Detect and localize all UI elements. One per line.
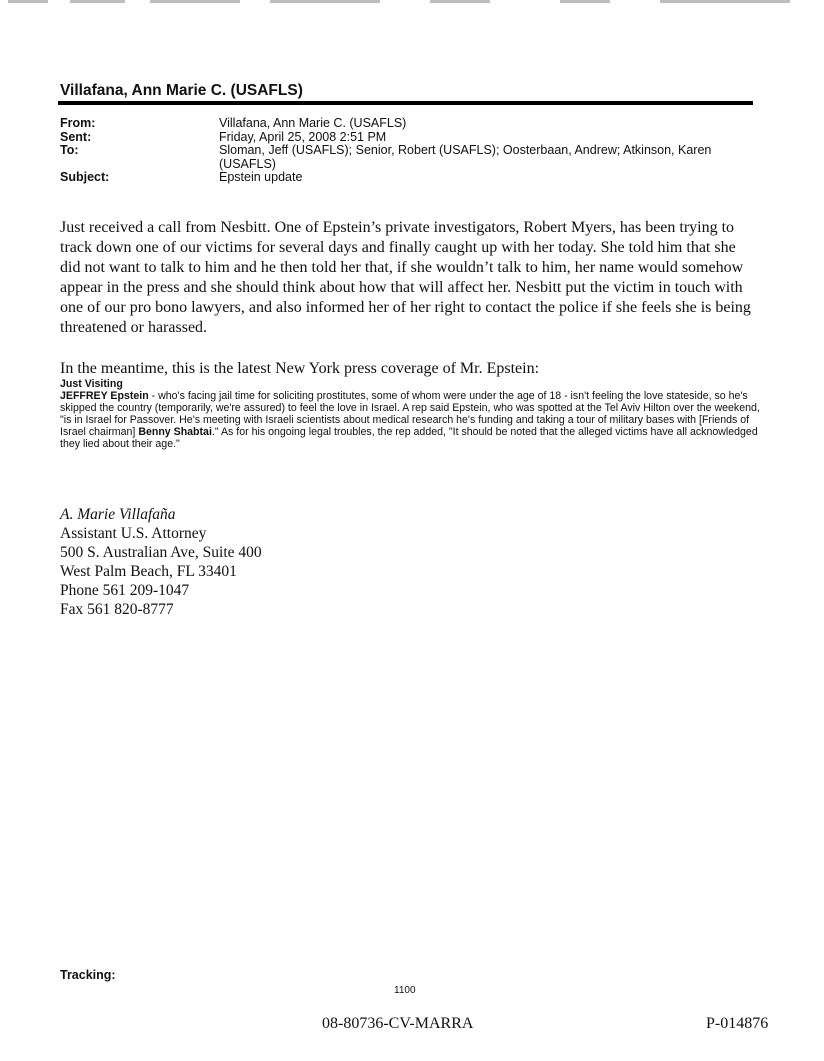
tracking-label: Tracking: bbox=[60, 968, 116, 982]
to-label: To: bbox=[60, 143, 79, 157]
subject-label: Subject: bbox=[60, 170, 110, 184]
to-value: Sloman, Jeff (USAFLS); Senior, Robert (USAFLS); Oosterbaan, Andrew; Atkinson, Karen (USAFLS) bbox=[219, 143, 712, 171]
email-sender-title: Villafana, Ann Marie C. (USAFLS) bbox=[60, 82, 303, 99]
article-bold-name: Benny Shabtai bbox=[138, 426, 212, 438]
title-divider bbox=[58, 101, 753, 105]
article-lead-name: JEFFREY Epstein bbox=[60, 390, 149, 402]
press-article bbox=[60, 378, 760, 450]
email-body bbox=[60, 218, 760, 400]
bates-number: P-014876 bbox=[706, 1015, 769, 1032]
from-value: Villafana, Ann Marie C. (USAFLS) bbox=[219, 116, 407, 130]
article-text-part-2: ." As for his ongoing legal troubles, the rep added, "It should be noted that the alleged victims have all acknowledged they lied about their age." bbox=[60, 426, 758, 450]
article-heading: Just Visiting bbox=[60, 378, 123, 390]
body-paragraph-2: In the meantime, this is the latest New York press coverage of Mr. Epstein: bbox=[60, 360, 540, 377]
page-number: 1100 bbox=[394, 985, 416, 996]
signature-name: A. Marie Villafaña bbox=[60, 506, 176, 523]
sent-row bbox=[60, 131, 760, 145]
subject-row bbox=[60, 171, 760, 185]
scan-edge-artifact bbox=[0, 0, 824, 8]
article-text bbox=[60, 390, 760, 450]
signature-phone: Phone 561 209-1047 bbox=[60, 582, 190, 599]
to-row bbox=[60, 144, 760, 171]
from-row bbox=[60, 117, 760, 131]
case-number: 08-80736-CV-MARRA bbox=[322, 1015, 474, 1032]
email-signature bbox=[60, 505, 262, 619]
subject-value: Epstein update bbox=[219, 170, 303, 184]
article-text-part-1: - who's facing jail time for soliciting prostitutes, some of whom were under the age of 18 - isn't feeling the love stateside, so he's skipped the country (temporarily, we're assured) to feel the love in Israel. A rep said Epstein, who was spotted at the Tel Aviv Hilton over the weekend, "is in Israel for Passover. He's meeting with Israeli scientists about medical research he's funding and taking a tour of military bases with [Friends of Israel chairman] bbox=[60, 390, 760, 438]
signature-address-line-2: West Palm Beach, FL 33401 bbox=[60, 563, 237, 580]
signature-address-line-1: 500 S. Australian Ave, Suite 400 bbox=[60, 544, 262, 561]
from-label: From: bbox=[60, 116, 96, 130]
sent-value: Friday, April 25, 2008 2:51 PM bbox=[219, 129, 387, 144]
signature-fax: Fax 561 820-8777 bbox=[60, 601, 174, 618]
signature-title: Assistant U.S. Attorney bbox=[60, 525, 207, 542]
sent-label: Sent: bbox=[60, 129, 92, 144]
email-header bbox=[60, 117, 760, 185]
body-paragraph-1: Just received a call from Nesbitt. One of Epstein’s private investigators, Robert Myers, has been trying to track down one of our victims for several days and finally caught up with her today. She told him that she did not want to talk to him and he then told her that, if she wouldn’t talk to him, her name would somehow appear in the press and she should think about how that will affect her. Nesbitt put the victim in touch with one of our pro bono lawyers, and also informed her of her right to contact the police if she feels she is being threatened or harassed. bbox=[60, 219, 751, 336]
